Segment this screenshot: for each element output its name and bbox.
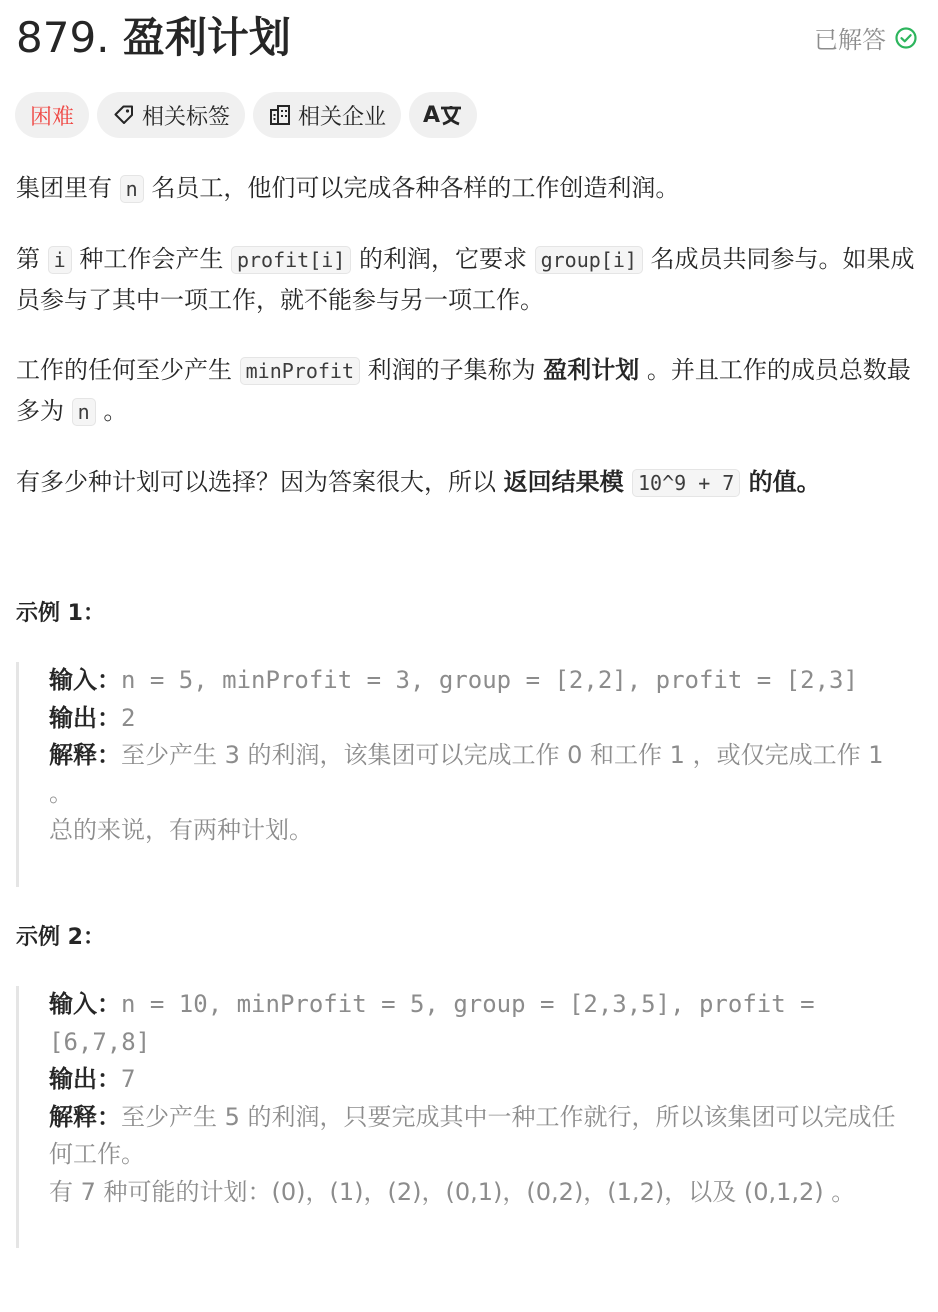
- example-1-explanation-2: 总的来说，有两种计划。: [49, 816, 313, 844]
- output-text: 2: [121, 703, 136, 732]
- example-1-block: [16, 662, 906, 887]
- problem-number: 879.: [16, 13, 110, 62]
- text: 的利润，它要求: [351, 245, 535, 273]
- inline-code: minProfit: [240, 357, 360, 385]
- related-companies-label: 相关企业: [298, 104, 387, 130]
- translate-button[interactable]: [409, 92, 477, 138]
- explain-label: 解释：: [49, 741, 121, 769]
- solved-label: 已解答: [814, 26, 886, 54]
- check-circle-icon: [894, 26, 918, 50]
- text: 工作的任何至少产生: [16, 356, 240, 384]
- related-companies-button[interactable]: [253, 92, 401, 138]
- difficulty-badge: [15, 92, 89, 138]
- description-paragraph-1: [16, 168, 916, 209]
- input-text: n = 5, minProfit = 3, group = [2,2], profit = [2,3]: [121, 666, 858, 694]
- text: 集团里有: [16, 174, 120, 202]
- problem-description: [16, 168, 916, 503]
- text: 利润的子集称为: [360, 356, 544, 384]
- output-label: 输出：: [49, 1065, 121, 1093]
- explain-text: 至少产生 5 的利润，只要完成其中一种工作就行，所以该集团可以完成任何工作。: [49, 1102, 896, 1168]
- text: 第: [16, 245, 48, 273]
- explain-label: 解释：: [49, 1102, 121, 1131]
- text: 种工作会产生: [71, 245, 231, 273]
- text: 名员工，他们可以完成各种各样的工作创造利润。: [143, 174, 680, 202]
- problem-header: [16, 8, 918, 64]
- example-2-input: [49, 986, 906, 1061]
- related-tags-label: 相关标签: [142, 104, 231, 130]
- text: 。: [95, 397, 128, 425]
- example-2-output: [49, 1061, 906, 1099]
- inline-code: group[i]: [535, 246, 643, 274]
- description-paragraph-4: [16, 462, 916, 503]
- example-2-explanation-2: 有 7 种可能的计划：(0)，(1)，(2)，(0,1)，(0,2)，(1,2)，以及 (0,1,2) 。: [49, 1177, 856, 1206]
- example-2-title: 示例 2：: [16, 925, 105, 950]
- bold-text: 盈利计划: [543, 356, 640, 384]
- bold-text: 的值。: [740, 468, 821, 496]
- example-1-output: [49, 700, 906, 738]
- description-paragraph-2: [16, 239, 916, 320]
- tag-row: [15, 92, 477, 138]
- example-2-explanation: [49, 1099, 906, 1174]
- building-icon: [268, 103, 292, 127]
- input-text: n = 10, minProfit = 5, group = [2,3,5], profit = [6,7,8]: [49, 990, 815, 1056]
- bold-text: 返回结果模: [503, 468, 632, 496]
- example-1-explanation: [49, 737, 906, 812]
- translate-icon-letter: A: [423, 102, 441, 128]
- output-text: 7: [121, 1065, 136, 1093]
- tag-icon: [112, 103, 136, 127]
- inline-code: n: [120, 175, 144, 203]
- solved-status: [814, 20, 918, 55]
- example-1-input: [49, 662, 906, 700]
- problem-name: 盈利计划: [122, 13, 291, 62]
- example-1-title: 示例 1：: [16, 601, 105, 626]
- inline-code: i: [48, 246, 72, 274]
- text: 有多少种计划可以选择？因为答案很大，所以: [16, 468, 504, 496]
- text: 。并且工作的成员总数最多为: [16, 356, 911, 425]
- example-2-block: [16, 986, 906, 1248]
- inline-code: 10^9 + 7: [632, 469, 740, 497]
- input-label: 输入：: [49, 666, 121, 694]
- related-tags-button[interactable]: [97, 92, 245, 138]
- inline-code: profit[i]: [231, 246, 351, 274]
- problem-title[interactable]: [16, 12, 291, 64]
- text: 名成员共同参与。如果成员参与了其中一项工作，就不能参与另一项工作。: [16, 245, 915, 314]
- translate-icon: [423, 103, 463, 128]
- input-label: 输入：: [49, 990, 121, 1018]
- description-paragraph-3: [16, 350, 916, 432]
- inline-code: n: [72, 398, 96, 426]
- output-label: 输出：: [49, 703, 121, 732]
- difficulty-label: 困难: [30, 104, 75, 130]
- explain-text: 至少产生 3 的利润，该集团可以完成工作 0 和工作 1 ，或仅完成工作 1 。: [49, 741, 884, 807]
